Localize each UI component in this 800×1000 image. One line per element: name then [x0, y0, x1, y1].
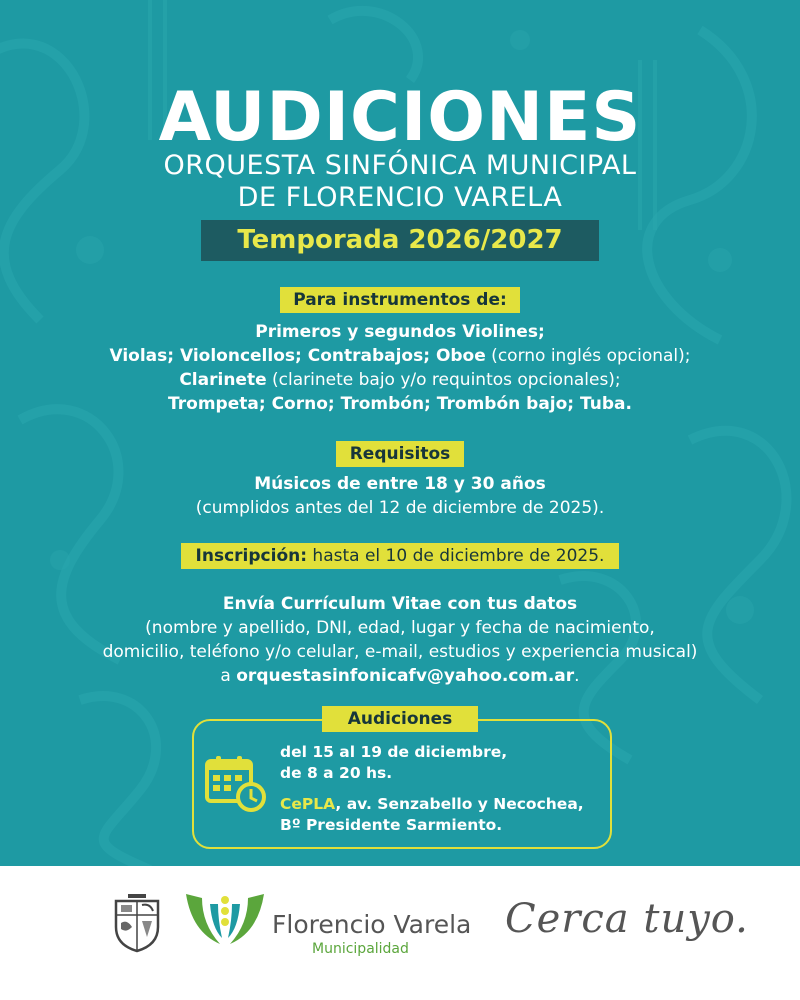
page-title: AUDICIONES: [158, 78, 642, 157]
cv-line3: domicilio, teléfono y/o celular, e-mail, estudios y experiencia musical): [102, 642, 698, 662]
cv-line2: (nombre y apellido, DNI, edad, lugar y fecha de nacimiento,: [145, 618, 655, 638]
calendar-clock-icon: [205, 755, 267, 813]
season-banner: Temporada 2026/2027: [201, 220, 599, 261]
cv-line1: Envía Currículum Vitae con tus datos: [222, 594, 578, 614]
footer: [0, 866, 800, 1000]
instruments-line2-normal: (corno inglés opcional);: [485, 346, 691, 366]
venue-highlight: CePLA: [280, 795, 336, 813]
instruments-line1: Primeros y segundos Violines;: [255, 322, 545, 342]
instruments-line3-normal: (clarinete bajo y/o requintos opcionales);: [266, 370, 621, 390]
auditions-dates: del 15 al 19 de diciembre,: [280, 743, 508, 761]
municipal-coat-of-arms-logo: [112, 893, 162, 953]
cv-instructions: [0, 592, 800, 688]
registration-label: Inscripción:: [195, 546, 308, 566]
instruments-line2-bold: Violas; Violoncellos; Contrabajos; Oboe: [109, 346, 486, 366]
contact-email[interactable]: orquestasinfonicafv@yahoo.com.ar: [236, 666, 575, 686]
registration-banner: [181, 543, 619, 569]
requirements-line1: Músicos de entre 18 y 30 años: [254, 474, 546, 494]
instruments-line3-bold: Clarinete: [179, 370, 267, 390]
cv-line4-prefix: a: [220, 666, 237, 686]
venue-neighborhood: Bº Presidente Sarmiento.: [280, 816, 503, 834]
venue-address: , av. Senzabello y Necochea,: [335, 795, 584, 813]
registration-deadline: hasta el 10 de diciembre de 2025.: [307, 546, 605, 566]
cv-line4-suffix: .: [574, 666, 580, 686]
slogan: Cerca tuyo.: [505, 896, 749, 942]
orchestra-name-line2: DE FLORENCIO VARELA: [237, 182, 563, 213]
requirements-label: Requisitos: [336, 441, 464, 467]
requirements-line2: (cumplidos antes del 12 de diciembre de 2025).: [195, 498, 605, 518]
instruments-label: Para instrumentos de:: [280, 287, 520, 313]
instruments-line4: Trompeta; Corno; Trombón; Trombón bajo; Tuba.: [168, 394, 632, 414]
municipality-name: Florencio Varela: [272, 910, 472, 939]
florencio-varela-logo-icon: [184, 888, 266, 952]
auditions-hours: de 8 a 20 hs.: [280, 764, 393, 782]
municipality-subtitle: Municipalidad: [312, 941, 409, 957]
auditions-label: Audiciones: [322, 706, 478, 732]
orchestra-name-line1: ORQUESTA SINFÓNICA MUNICIPAL: [163, 150, 637, 181]
requirements-text: [0, 472, 800, 520]
instruments-list: [0, 320, 800, 416]
auditions-details: [280, 742, 584, 836]
